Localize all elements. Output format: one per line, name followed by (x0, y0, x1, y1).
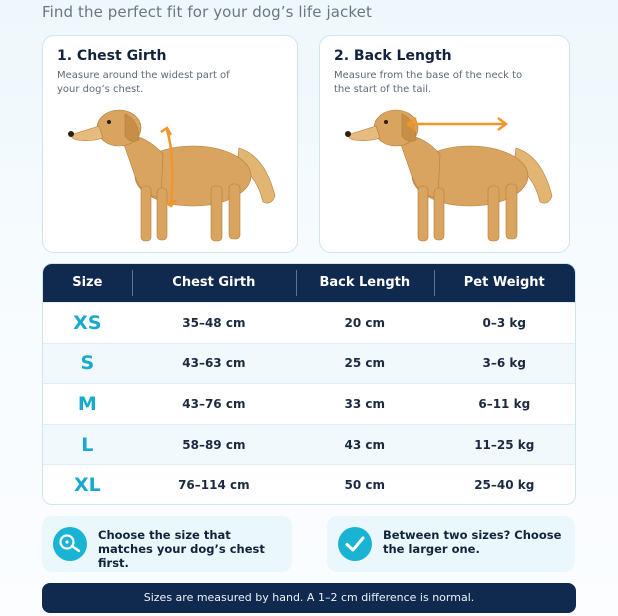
weight-cell: 6–11 kg (478, 396, 531, 411)
weight-cell: 11–25 kg (474, 437, 535, 452)
measuring-tape-icon (53, 527, 87, 561)
size-cell: XS (73, 311, 102, 334)
size-chart-table (42, 263, 576, 505)
tip-larger-size (327, 516, 575, 572)
checkmark-icon (338, 527, 372, 561)
dog-chest-illustration (43, 36, 299, 254)
tip-chest-first (42, 516, 292, 572)
back-length-title: 2. Back Length (334, 48, 452, 64)
tip-text: Between two sizes? Choose the larger one. (383, 528, 562, 556)
chest-girth-title: 1. Chest Girth (57, 48, 167, 64)
weight-cell: 0–3 kg (482, 315, 526, 330)
table-row (43, 464, 575, 505)
size-cell: XL (73, 474, 101, 497)
table-header (43, 264, 575, 302)
table-row (43, 383, 575, 424)
weight-cell: 25–40 kg (474, 478, 535, 493)
dog-back-illustration (320, 36, 571, 254)
weight-cell: 3–6 kg (482, 356, 526, 371)
size-cell: L (81, 433, 94, 456)
header-back-length: Back Length (296, 264, 433, 302)
header-chest-girth: Chest Girth (132, 264, 296, 302)
header-pet-weight: Pet Weight (434, 264, 575, 302)
chest-cell: 58–89 cm (182, 437, 246, 452)
table-row (43, 343, 575, 384)
back-length-description: Measure from the base of the neck to the start of the tail. (334, 70, 523, 95)
tip-text: Choose the size that matches your dog’s chest first. (98, 528, 265, 570)
header-size: Size (72, 275, 103, 290)
back-cell: 33 cm (344, 396, 386, 411)
back-cell: 20 cm (344, 315, 386, 330)
chest-cell: 43–76 cm (182, 396, 246, 411)
chest-cell: 35–48 cm (182, 315, 246, 330)
table-row (43, 424, 575, 465)
page-subtitle: Find the perfect fit for your dog’s life jacket (42, 3, 372, 21)
chest-cell: 43–63 cm (182, 356, 246, 371)
chest-girth-description: Measure around the widest part of your dog’s chest. (57, 70, 230, 95)
back-length-card (319, 35, 570, 253)
chest-girth-card (42, 35, 298, 253)
back-cell: 25 cm (344, 356, 386, 371)
back-cell: 50 cm (344, 478, 386, 493)
back-cell: 43 cm (344, 437, 386, 452)
table-row (43, 302, 575, 343)
measurement-note: Sizes are measured by hand. A 1–2 cm difference is normal. (42, 583, 576, 613)
chest-cell: 76–114 cm (178, 478, 250, 493)
size-cell: S (80, 352, 95, 375)
size-cell: M (77, 392, 97, 415)
